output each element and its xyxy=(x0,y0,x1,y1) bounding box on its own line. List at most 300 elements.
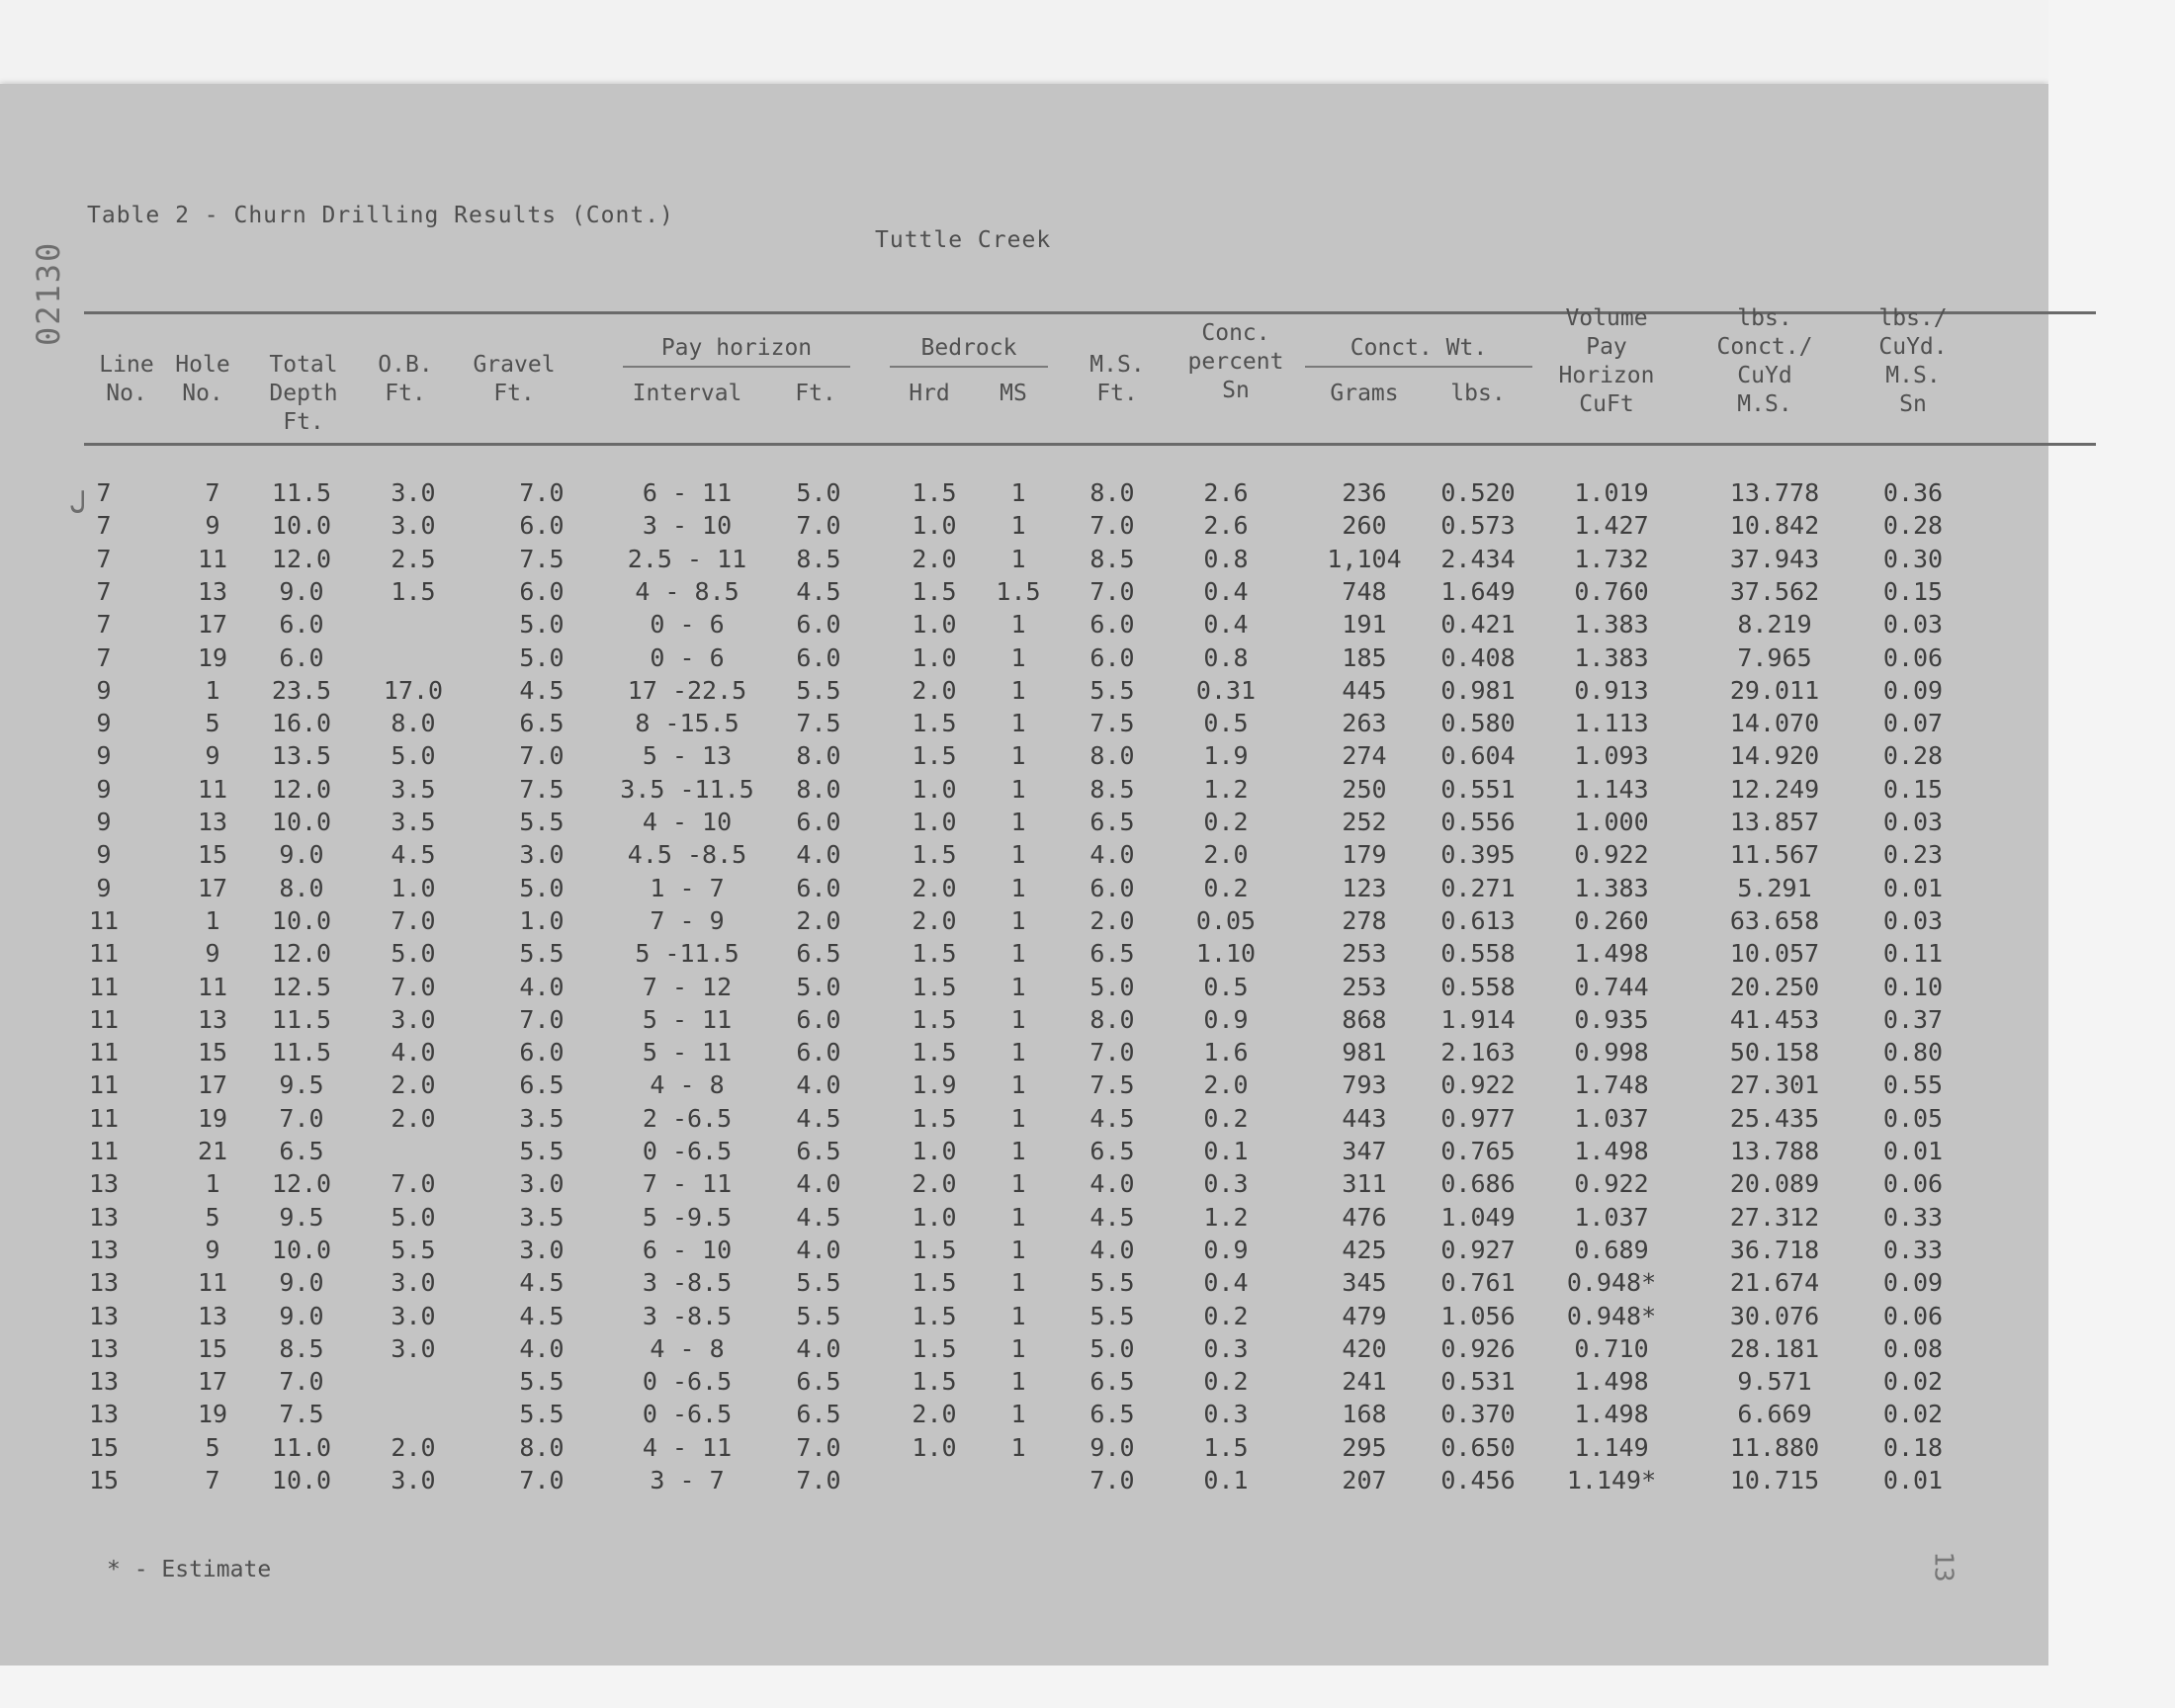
table-cell: 2.0 xyxy=(391,1103,436,1133)
table-cell: 11.5 xyxy=(271,1004,332,1034)
table-cell: 0.06 xyxy=(1882,1169,1944,1199)
table-cell: 1.2 xyxy=(1203,1202,1249,1232)
table-cell: 1.0 xyxy=(391,873,436,902)
table-cell: 11 xyxy=(88,1137,120,1165)
table-cell: 1 xyxy=(1010,1137,1026,1165)
table-cell: 1 xyxy=(1010,939,1026,969)
header-volume: Volume Pay Horizon CuFt xyxy=(1558,305,1655,417)
table-cell: 4.0 xyxy=(796,1333,841,1363)
table-cell: 1 xyxy=(1010,972,1026,1001)
side-mark: ᓚ xyxy=(57,486,92,514)
table-cell: 1.6 xyxy=(1203,1038,1249,1068)
table-cell: 1.019 xyxy=(1574,478,1649,507)
table-cell: 13 xyxy=(88,1169,120,1199)
table-cell: 1 xyxy=(1010,544,1026,573)
table-cell: 0.948* xyxy=(1566,1301,1657,1330)
table-cell: 14.070 xyxy=(1729,709,1820,738)
table-cell: 9.0 xyxy=(279,840,324,870)
table-cell: 11 xyxy=(88,1103,120,1133)
table-cell: 5.0 xyxy=(519,642,565,672)
table-cell: 3 - 10 xyxy=(642,511,733,541)
table-cell: 1 xyxy=(1010,1169,1026,1199)
table-cell: 4.0 xyxy=(1089,1235,1135,1264)
table-cell: 1 xyxy=(1010,1367,1026,1397)
table-cell: 7.965 xyxy=(1737,642,1812,672)
table-cell: 236 xyxy=(1342,478,1387,507)
table-cell: 1.037 xyxy=(1574,1202,1649,1232)
table-cell: 17 xyxy=(197,1070,228,1100)
table-cell: 0.613 xyxy=(1440,905,1516,935)
table-cell: 10.0 xyxy=(271,511,332,541)
table-cell: 19 xyxy=(197,642,228,672)
table-cell: 0.9 xyxy=(1203,1235,1249,1264)
table-cell: 0.33 xyxy=(1882,1235,1944,1264)
table-cell: 1.9 xyxy=(912,1070,957,1100)
table-cell: 8.5 xyxy=(1089,544,1135,573)
header-bedrock: Bedrock xyxy=(920,335,1017,361)
table-cell: 0 -6.5 xyxy=(642,1367,733,1397)
table-cell: 479 xyxy=(1342,1301,1387,1330)
table-cell: 2.5 xyxy=(391,544,436,573)
table-cell: 4 - 8 xyxy=(650,1333,725,1363)
table-cell: 0.4 xyxy=(1203,1268,1249,1298)
table-cell: 4.0 xyxy=(519,972,565,1001)
table-cell: 1.5 xyxy=(912,1038,957,1068)
table-cell: 445 xyxy=(1342,675,1387,705)
table-cell: 50.158 xyxy=(1729,1038,1820,1068)
table-cell: 8 -15.5 xyxy=(635,709,740,738)
table-cell: 30.076 xyxy=(1729,1301,1820,1330)
table-cell: 1.5 xyxy=(912,939,957,969)
table-cell: 9 xyxy=(205,939,220,969)
table-cell: 0.927 xyxy=(1440,1235,1516,1264)
table-cell: 1 xyxy=(1010,808,1026,836)
table-cell: 0.80 xyxy=(1882,1038,1944,1068)
table-cell: 21 xyxy=(197,1137,228,1165)
header-total-depth: Total Depth Ft. xyxy=(269,352,338,435)
table-cell: 0.31 xyxy=(1195,675,1257,705)
table-cell: 7.0 xyxy=(391,972,436,1001)
table-cell: 0 - 6 xyxy=(650,642,725,672)
table-cell: 2.0 xyxy=(912,675,957,705)
table-cell: 3.5 xyxy=(519,1202,565,1232)
table-cell: 0.2 xyxy=(1203,873,1249,902)
table-cell: 27.312 xyxy=(1729,1202,1820,1232)
table-cell: 10.842 xyxy=(1729,511,1820,541)
table-cell: 12.0 xyxy=(271,544,332,573)
table-cell: 9 xyxy=(96,675,112,705)
table-cell: 29.011 xyxy=(1729,675,1820,705)
table-cell: 3 -8.5 xyxy=(642,1268,733,1298)
table-cell: 5 xyxy=(205,1432,220,1462)
table-cell: 7.0 xyxy=(279,1103,324,1133)
table-cell: 10.0 xyxy=(271,1466,332,1494)
table-cell: 6.0 xyxy=(519,576,565,606)
page-mark: 13 xyxy=(1928,1551,1958,1582)
table-cell: 443 xyxy=(1342,1103,1387,1133)
table-cell: 347 xyxy=(1342,1137,1387,1165)
table-cell: 1 xyxy=(1010,1333,1026,1363)
table-cell: 1.0 xyxy=(912,642,957,672)
table-cell: 0.765 xyxy=(1440,1137,1516,1165)
table-cell: 12.0 xyxy=(271,1169,332,1199)
table-cell: 1.0 xyxy=(912,1432,957,1462)
table-cell: 6.0 xyxy=(519,1038,565,1068)
header-grams: Grams xyxy=(1330,381,1399,406)
table-cell: 13 xyxy=(88,1367,120,1397)
table-cell: 19 xyxy=(197,1103,228,1133)
table-cell: 1,104 xyxy=(1327,544,1402,573)
table-cell: 4 - 10 xyxy=(642,808,733,836)
table-cell: 15 xyxy=(197,840,228,870)
table-cell: 17 xyxy=(197,1367,228,1397)
table-cell: 3.5 xyxy=(391,808,436,836)
table-cell: 168 xyxy=(1342,1400,1387,1429)
table-cell: 6.5 xyxy=(1089,939,1135,969)
table-cell: 1 xyxy=(1010,840,1026,870)
table-cell: 2.6 xyxy=(1203,478,1249,507)
table-cell: 9 xyxy=(96,840,112,870)
table-cell: 6.0 xyxy=(796,1038,841,1068)
table-cell: 5.0 xyxy=(391,1202,436,1232)
table-cell: 1.5 xyxy=(912,972,957,1001)
table-cell: 2.0 xyxy=(912,873,957,902)
table-cell: 1.914 xyxy=(1440,1004,1516,1034)
table-cell: 0.408 xyxy=(1440,642,1516,672)
table-cell: 12.249 xyxy=(1729,774,1820,804)
table-cell: 0.531 xyxy=(1440,1367,1516,1397)
table-cell: 27.301 xyxy=(1729,1070,1820,1100)
table-cell: 0.271 xyxy=(1440,873,1516,902)
table-cell: 1 xyxy=(1010,1235,1026,1264)
table-cell: 0.977 xyxy=(1440,1103,1516,1133)
table-cell: 1.498 xyxy=(1574,1400,1649,1429)
table-cell: 4.0 xyxy=(796,1169,841,1199)
scan-margin-right xyxy=(2048,0,2175,1708)
table-cell: 2.0 xyxy=(391,1070,436,1100)
table-cell: 1.0 xyxy=(912,511,957,541)
table-cell: 5.5 xyxy=(1089,1301,1135,1330)
table-cell: 13.778 xyxy=(1729,478,1820,507)
table-cell: 1.383 xyxy=(1574,642,1649,672)
table-cell: 0.370 xyxy=(1440,1400,1516,1429)
table-cell: 0.456 xyxy=(1440,1466,1516,1494)
table-cell: 7.0 xyxy=(1089,1466,1135,1494)
table-cell: 0 -6.5 xyxy=(642,1400,733,1429)
table-cell: 0.922 xyxy=(1574,840,1649,870)
table-cell: 0.744 xyxy=(1574,972,1649,1001)
table-cell: 2.0 xyxy=(796,905,841,935)
table-cell: 11 xyxy=(197,544,228,573)
table-cell: 13 xyxy=(88,1235,120,1264)
table-cell: 1 xyxy=(1010,1400,1026,1429)
table-cell: 5.0 xyxy=(796,478,841,507)
table-cell: 17.0 xyxy=(383,675,444,705)
table-cell: 0.06 xyxy=(1882,1301,1944,1330)
table-cell: 13 xyxy=(88,1202,120,1232)
table-cell: 191 xyxy=(1342,610,1387,640)
table-cell: 8.0 xyxy=(796,741,841,771)
header-conct-wt: Conct. Wt. xyxy=(1349,335,1488,361)
table-cell: 12.5 xyxy=(271,972,332,1001)
table-cell: 4.0 xyxy=(391,1038,436,1068)
table-cell: 11.880 xyxy=(1729,1432,1820,1462)
table-cell: 5.5 xyxy=(796,1301,841,1330)
table-cell: 5 xyxy=(205,1202,220,1232)
table-cell: 2 -6.5 xyxy=(642,1103,733,1133)
table-cell: 252 xyxy=(1342,808,1387,836)
table-cell: 5 - 11 xyxy=(642,1038,733,1068)
table-cell: 5.0 xyxy=(519,610,565,640)
table-cell: 425 xyxy=(1342,1235,1387,1264)
table-cell: 0.15 xyxy=(1882,576,1944,606)
table-cell: 2.0 xyxy=(1203,1070,1249,1100)
table-cell: 1 xyxy=(1010,873,1026,902)
table-cell: 0.01 xyxy=(1882,873,1944,902)
table-cell: 3.0 xyxy=(391,1333,436,1363)
table-cell: 0.2 xyxy=(1203,1301,1249,1330)
table-cell: 3.5 xyxy=(519,1103,565,1133)
table-cell: 1 xyxy=(1010,709,1026,738)
table-cell: 0.10 xyxy=(1882,972,1944,1001)
table-cell: 5.5 xyxy=(519,1137,565,1165)
table-cell: 10.057 xyxy=(1729,939,1820,969)
table-cell: 0.689 xyxy=(1574,1235,1649,1264)
pay-horizon-underline xyxy=(623,366,850,368)
table-cell: 23.5 xyxy=(271,675,332,705)
table-cell: 1.383 xyxy=(1574,610,1649,640)
table-cell: 6.5 xyxy=(1089,1367,1135,1397)
table-cell: 15 xyxy=(197,1038,228,1068)
table-cell: 0.03 xyxy=(1882,610,1944,640)
table-cell: 2.163 xyxy=(1440,1038,1516,1068)
table-cell: 11.5 xyxy=(271,478,332,507)
table-cell: 0.2 xyxy=(1203,808,1249,836)
table-cell: 11 xyxy=(197,972,228,1001)
table-cell: 13 xyxy=(197,1301,228,1330)
table-cell: 10.0 xyxy=(271,1235,332,1264)
table-cell: 12.0 xyxy=(271,774,332,804)
table-cell: 2.0 xyxy=(912,1169,957,1199)
table-cell: 0.09 xyxy=(1882,675,1944,705)
table-cell: 5 - 13 xyxy=(642,741,733,771)
table-cell: 5.0 xyxy=(519,873,565,902)
table-cell: 6.0 xyxy=(519,511,565,541)
table-cell: 7.0 xyxy=(519,478,565,507)
table-cell: 1 xyxy=(1010,1103,1026,1133)
table-cell: 7.0 xyxy=(796,1432,841,1462)
table-cell: 0.650 xyxy=(1440,1432,1516,1462)
table-cell: 1.0 xyxy=(912,610,957,640)
table-cell: 17 xyxy=(197,610,228,640)
table-cell: 3.0 xyxy=(391,1301,436,1330)
table-cell: 7.0 xyxy=(519,1004,565,1034)
table-cell: 6.0 xyxy=(279,610,324,640)
table-cell: 0.3 xyxy=(1203,1400,1249,1429)
table-cell: 1.143 xyxy=(1574,774,1649,804)
table-cell: 5.5 xyxy=(519,1367,565,1397)
table-cell: 3.0 xyxy=(519,1235,565,1264)
table-cell: 7.0 xyxy=(1089,576,1135,606)
table-cell: 9 xyxy=(96,774,112,804)
table-cell: 0.2 xyxy=(1203,1103,1249,1133)
table-cell: 3.0 xyxy=(391,1004,436,1034)
table-cell: 0.05 xyxy=(1882,1103,1944,1133)
table-cell: 1.9 xyxy=(1203,741,1249,771)
table-cell: 1 xyxy=(1010,675,1026,705)
table-cell: 1.5 xyxy=(912,840,957,870)
table-cell: 253 xyxy=(1342,939,1387,969)
table-cell: 1.649 xyxy=(1440,576,1516,606)
table-cell: 0.5 xyxy=(1203,709,1249,738)
table-cell: 0.558 xyxy=(1440,939,1516,969)
header-ms: MS xyxy=(1000,381,1027,406)
table-cell: 3 -8.5 xyxy=(642,1301,733,1330)
table-cell: 274 xyxy=(1342,741,1387,771)
table-cell: 2.434 xyxy=(1440,544,1516,573)
table-cell: 7 xyxy=(96,610,112,640)
table-cell: 1.5 xyxy=(1203,1432,1249,1462)
table-cell: 13.788 xyxy=(1729,1137,1820,1165)
table-cell: 1.0 xyxy=(519,905,565,935)
table-cell: 5.0 xyxy=(796,972,841,1001)
table-cell: 0.421 xyxy=(1440,610,1516,640)
table-cell: 2.0 xyxy=(391,1432,436,1462)
table-cell: 0.18 xyxy=(1882,1432,1944,1462)
table-cell: 10.0 xyxy=(271,905,332,935)
table-cell: 0.556 xyxy=(1440,808,1516,836)
table-cell: 11 xyxy=(88,1038,120,1068)
table-cell: 0 -6.5 xyxy=(642,1137,733,1165)
table-cell: 6 - 10 xyxy=(642,1235,733,1264)
table-cell: 1.0 xyxy=(912,1137,957,1165)
table-cell: 1 - 7 xyxy=(650,873,725,902)
table-cell: 37.943 xyxy=(1729,544,1820,573)
table-cell: 4.0 xyxy=(796,1070,841,1100)
table-cell: 1 xyxy=(1010,511,1026,541)
table-cell: 1.149 xyxy=(1574,1432,1649,1462)
table-cell: 260 xyxy=(1342,511,1387,541)
table-title: Table 2 - Churn Drilling Results (Cont.) xyxy=(87,203,674,228)
table-cell: 1.5 xyxy=(912,478,957,507)
table-cell: 0.1 xyxy=(1203,1137,1249,1165)
table-cell: 7 xyxy=(96,544,112,573)
table-cell: 0.686 xyxy=(1440,1169,1516,1199)
table-cell: 11 xyxy=(197,1268,228,1298)
table-cell: 7.5 xyxy=(1089,1070,1135,1100)
table-cell: 6.5 xyxy=(796,1367,841,1397)
table-cell: 748 xyxy=(1342,576,1387,606)
table-cell: 123 xyxy=(1342,873,1387,902)
table-cell: 1.093 xyxy=(1574,741,1649,771)
table-cell: 4.0 xyxy=(519,1333,565,1363)
table-cell: 20.250 xyxy=(1729,972,1820,1001)
table-cell: 19 xyxy=(197,1400,228,1429)
table-cell: 4.0 xyxy=(796,840,841,870)
header-pay-horizon: Pay horizon xyxy=(660,335,813,361)
table-cell: 6.5 xyxy=(279,1137,324,1165)
table-cell: 1 xyxy=(1010,741,1026,771)
table-cell: 241 xyxy=(1342,1367,1387,1397)
table-cell: 278 xyxy=(1342,905,1387,935)
table-cell: 1.2 xyxy=(1203,774,1249,804)
table-cell: 0.37 xyxy=(1882,1004,1944,1034)
table-cell: 9.5 xyxy=(279,1202,324,1232)
table-cell: 8.5 xyxy=(279,1333,324,1363)
table-cell: 1.5 xyxy=(912,576,957,606)
table-cell: 7.0 xyxy=(796,1466,841,1494)
table-cell: 7 xyxy=(205,478,220,507)
table-cell: 4.5 xyxy=(796,1103,841,1133)
table-cell: 4.5 xyxy=(519,675,565,705)
table-cell: 793 xyxy=(1342,1070,1387,1100)
header-pay-ft: Ft. xyxy=(795,381,836,406)
table-cell: 9.0 xyxy=(279,576,324,606)
table-cell: 11.567 xyxy=(1729,840,1820,870)
table-cell: 3 - 7 xyxy=(650,1466,725,1494)
table-cell: 6.0 xyxy=(279,642,324,672)
table-cell: 1 xyxy=(1010,642,1026,672)
table-cell: 4.0 xyxy=(1089,1169,1135,1199)
table-cell: 5.0 xyxy=(1089,1333,1135,1363)
table-cell: 20.089 xyxy=(1729,1169,1820,1199)
table-cell: 2.5 - 11 xyxy=(627,544,747,573)
table-cell: 8.0 xyxy=(519,1432,565,1462)
table-cell: 1.5 xyxy=(912,1235,957,1264)
table-cell: 0.260 xyxy=(1574,905,1649,935)
table-cell: 2.6 xyxy=(1203,511,1249,541)
table-cell: 1 xyxy=(1010,774,1026,804)
header-interval: Interval xyxy=(632,381,742,406)
table-cell: 7.0 xyxy=(519,1466,565,1494)
table-cell: 8.0 xyxy=(1089,1004,1135,1034)
table-cell: 1.5 xyxy=(912,1367,957,1397)
table-cell: 1.10 xyxy=(1195,939,1257,969)
header-line-no: Line No. xyxy=(99,352,154,406)
table-cell: 16.0 xyxy=(271,709,332,738)
table-cell: 7.0 xyxy=(391,905,436,935)
table-cell: 2.0 xyxy=(1089,905,1135,935)
table-cell: 1.748 xyxy=(1574,1070,1649,1100)
table-cell: 0.09 xyxy=(1882,1268,1944,1298)
table-cell: 8.0 xyxy=(279,873,324,902)
table-cell: 1.049 xyxy=(1440,1202,1516,1232)
table-cell: 0.28 xyxy=(1882,741,1944,771)
header-ms-ft: M.S. Ft. xyxy=(1089,352,1145,406)
table-cell: 3.5 xyxy=(391,774,436,804)
table-cell: 0.551 xyxy=(1440,774,1516,804)
table-cell: 868 xyxy=(1342,1004,1387,1034)
table-cell: 476 xyxy=(1342,1202,1387,1232)
table-cell: 1.5 xyxy=(996,576,1041,606)
table-cell: 185 xyxy=(1342,642,1387,672)
table-cell: 4.5 xyxy=(796,576,841,606)
table-cell: 6.0 xyxy=(1089,642,1135,672)
table-cell: 0.760 xyxy=(1574,576,1649,606)
table-cell: 1.5 xyxy=(912,1004,957,1034)
table-cell: 6.5 xyxy=(519,709,565,738)
table-cell: 1.5 xyxy=(912,1301,957,1330)
table-cell: 13.5 xyxy=(271,741,332,771)
table-cell: 0.08 xyxy=(1882,1333,1944,1363)
table-cell: 0.922 xyxy=(1574,1169,1649,1199)
table-cell: 420 xyxy=(1342,1333,1387,1363)
table-cell: 5.0 xyxy=(391,939,436,969)
table-cell: 1.0 xyxy=(912,774,957,804)
header-gravel: Gravel Ft. xyxy=(473,352,556,406)
table-cell: 5 xyxy=(205,709,220,738)
header-hrd: Hrd xyxy=(909,381,950,406)
